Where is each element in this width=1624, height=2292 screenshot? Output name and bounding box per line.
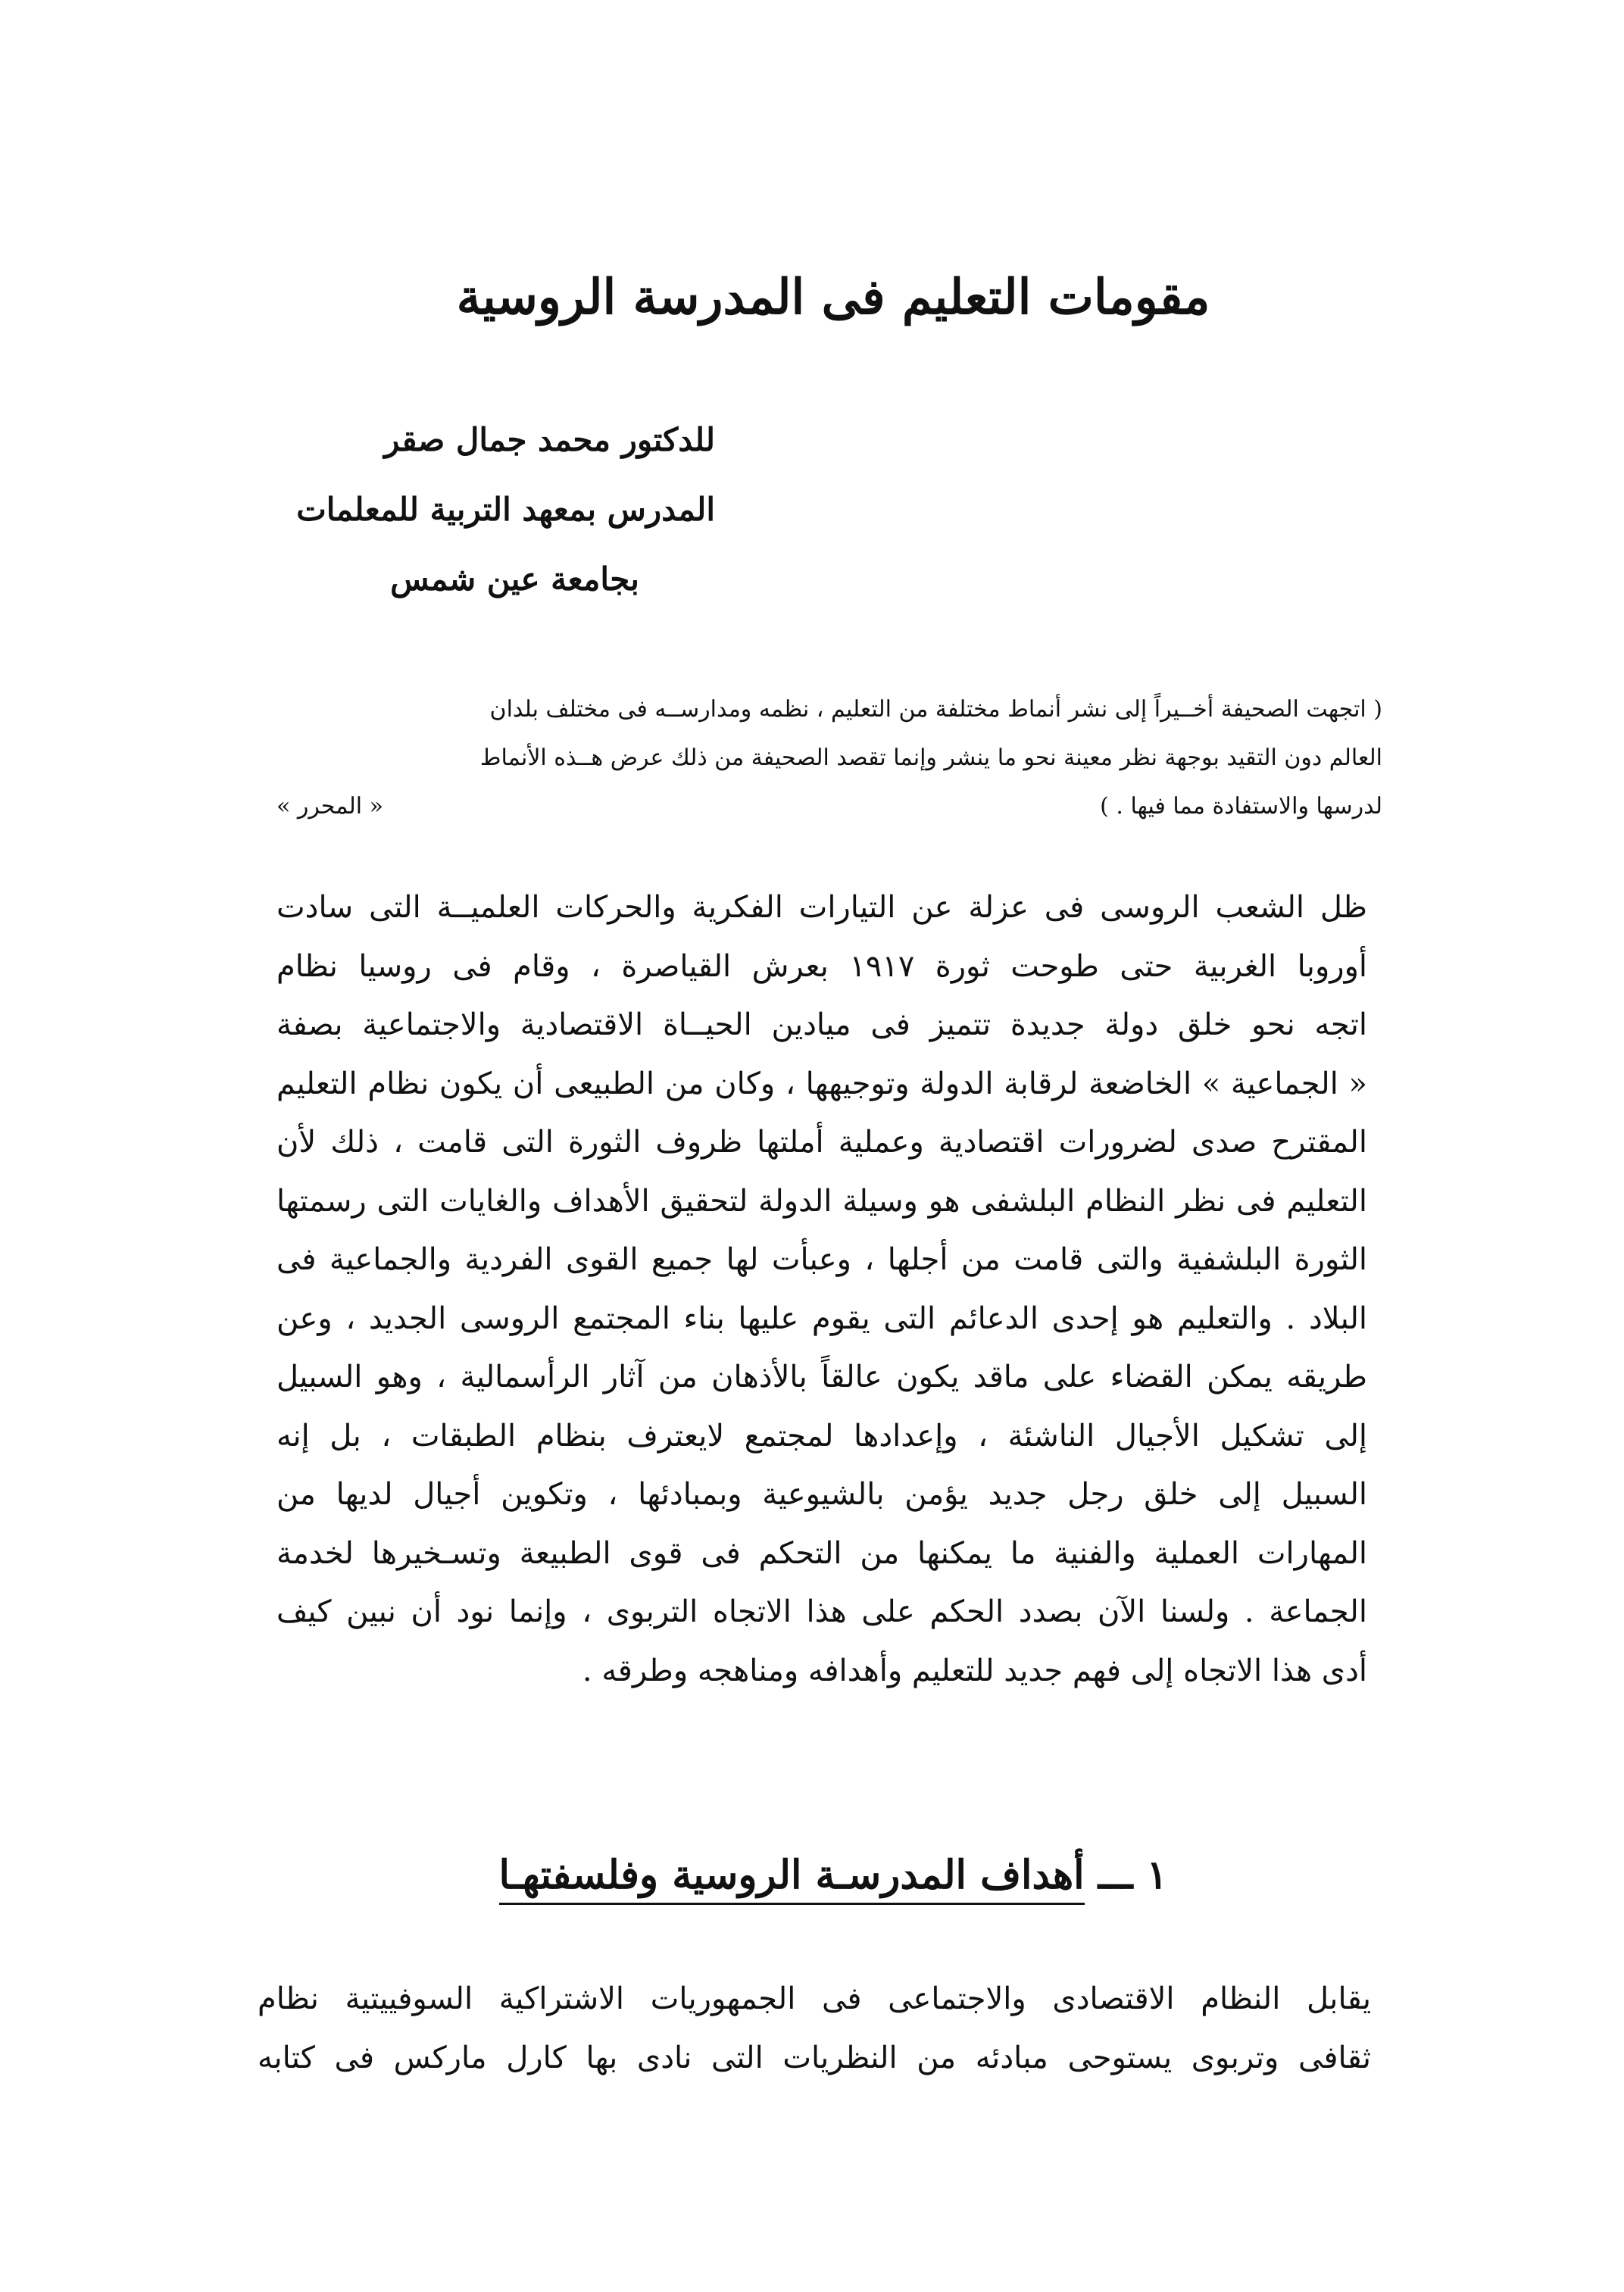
article-body bbox=[276, 879, 1367, 1700]
section-dash: ـــ bbox=[1098, 1852, 1133, 1898]
editor-note-line: ( اتجهت الصحيفة أخــيراً إلى نشر أنماط مختلفة من التعليم ، نظمه ومدارســه فى مختلف بلدان bbox=[489, 696, 1382, 723]
author-university: بجامعة عين شمس bbox=[390, 561, 639, 598]
body-line: اتجه نحو خلق دولة جديدة تتميز فى ميادين الحيــاة الاقتصادية والاجتماعية بصفة bbox=[276, 1007, 1367, 1042]
body-line: البلاد . والتعليم هو إحدى الدعائم التى يقوم عليها بناء المجتمع الروسى الجديد ، وعن bbox=[276, 1301, 1367, 1336]
body-line: أوروبا الغربية حتى طوحت ثورة ١٩١٧ بعرش القياصرة ، وقام فى روسيا نظام bbox=[276, 948, 1367, 984]
author-block bbox=[291, 405, 715, 614]
body-line: طريقه يمكن القضاء على ماقد يكون عالقاً بالأذهان من آثار الرأسمالية ، وهو السبيل bbox=[276, 1360, 1367, 1394]
body-line: إلى تشكيل الأجيال الناشئة ، وإعدادها لمجتمع لايعترف بنظام الطبقات ، بل إنه bbox=[276, 1418, 1367, 1454]
section-line: ثقافى وتربوى يستوحى مبادئه من النظريات التى نادى بها كارل ماركس فى كتابه bbox=[258, 2041, 1371, 2075]
section-line: يقابل النظام الاقتصادى والاجتماعى فى الجمهوريات الاشتراكية السوفييتية نظام bbox=[258, 1981, 1371, 2016]
section-body bbox=[258, 1969, 1371, 2087]
body-line: المقترح صدى لضرورات اقتصادية وعملية أملتها ظروف الثورة التى قامت ، ذلك لأن bbox=[276, 1125, 1367, 1160]
author-name: للدكتور محمد جمال صقر bbox=[384, 421, 715, 458]
author-role: المدرس بمعهد التربية للمعلمات bbox=[296, 491, 715, 528]
body-line: السبيل إلى خلق رجل جديد يؤمن بالشيوعية وبمبادئها ، وتكوين أجيال لديها من bbox=[276, 1477, 1367, 1512]
editor-note-last-line bbox=[276, 782, 1382, 831]
section-title: أهداف المدرسـة الروسية وفلسفتهـا bbox=[499, 1852, 1085, 1905]
body-line: أدى هذا الاتجاه إلى فهم جديد للتعليم وأهدافه ومناهجه وطرقه . bbox=[582, 1653, 1367, 1688]
editor-note bbox=[276, 685, 1382, 831]
article-title: مقومات التعليم فى المدرسة الروسية bbox=[456, 269, 1210, 326]
body-line: الجماعة . ولسنا الآن بصدد الحكم على هذا الاتجاه التربوى ، وإنما نود أن نبين كيف bbox=[276, 1594, 1367, 1629]
section-number: ١ bbox=[1146, 1852, 1168, 1898]
editor-signature: « المحرر » bbox=[276, 793, 384, 820]
body-line: الثورة البلشفية والتى قامت من أجلها ، وعبأت لها جميع القوى الفردية والجماعية فى bbox=[276, 1242, 1367, 1277]
section-heading bbox=[454, 1852, 1212, 1905]
editor-note-line: العالم دون التقيد بوجهة نظر معينة نحو ما ينشر وإنما تقصد الصحيفة من ذلك عرض هــذه الأنماط bbox=[479, 745, 1382, 771]
editor-note-line: لدرسها والاستفادة مما فيها . ) bbox=[1100, 793, 1382, 820]
body-line: المهارات العملية والفنية ما يمكنها من التحكم فى قوى الطبيعة وتسـخيرها لخدمة bbox=[276, 1535, 1367, 1571]
body-line: التعليم فى نظر النظام البلشفى هو وسيلة الدولة لتحقيق الأهداف والغايات التى رسمتها bbox=[276, 1183, 1367, 1219]
body-line: « الجماعية » الخاضعة لرقابة الدولة وتوجيهها ، وكان من الطبيعى أن يكون نظام التعليم bbox=[276, 1066, 1367, 1101]
body-line: ظل الشعب الروسى فى عزلة عن التيارات الفكرية والحركات العلميــة التى سادت bbox=[276, 890, 1367, 925]
